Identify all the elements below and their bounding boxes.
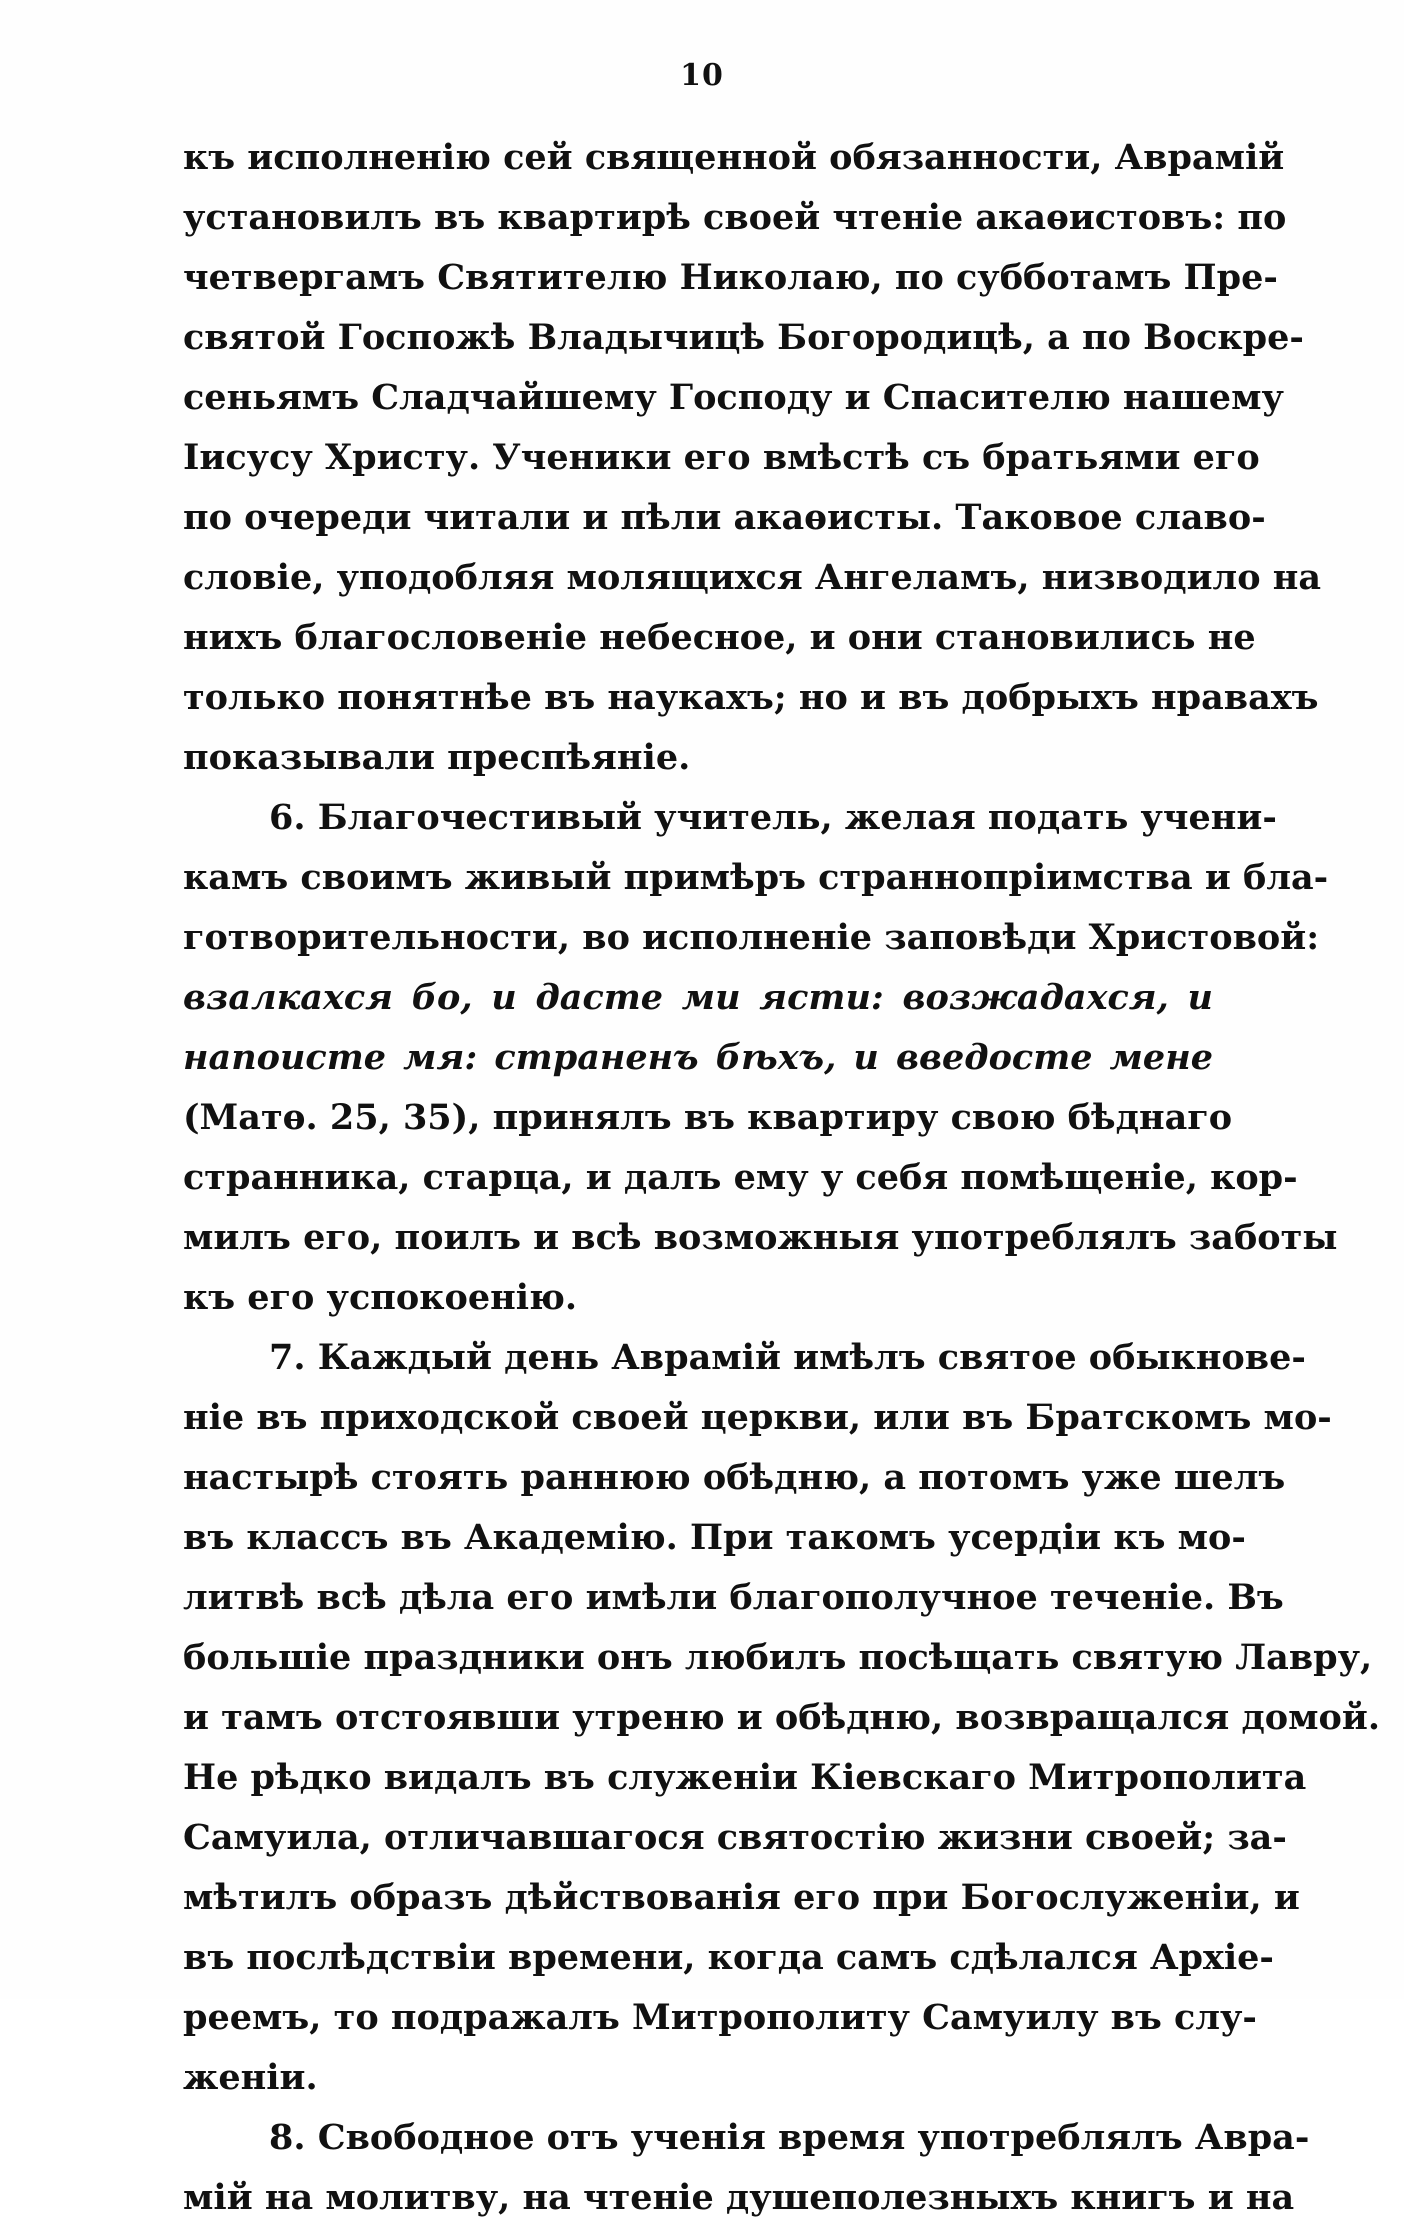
text-line: камъ своимъ живый примѣръ страннопріимства и бла- <box>183 857 1329 898</box>
text-line: къ исполненію сей священной обязанности, Аврамій <box>183 137 1285 178</box>
scripture-quote-line: взалкахся бо, и дасте ми ясти: возжадахся, и <box>183 977 1213 1018</box>
text-line: Самуила, отличавшагося святостію жизни своей; за- <box>183 1817 1287 1858</box>
text-line: ніе въ приходской своей церкви, или въ Братскомъ мо- <box>183 1397 1332 1438</box>
text-line: реемъ, то подражалъ Митрополиту Самуилу въ слу- <box>183 1997 1257 2038</box>
page-body-text <box>183 128 1381 2228</box>
text-line: мѣтилъ образъ дѣйствованія его при Богослуженіи, и <box>183 1877 1300 1918</box>
text-line: литвѣ всѣ дѣла его имѣли благополучное теченіе. Въ <box>183 1577 1284 1618</box>
text-line: по очереди читали и пѣли акаѳисты. Таковое славо- <box>183 497 1266 538</box>
text-line: нихъ благословеніе небесное, и они становились не <box>183 617 1256 658</box>
text-line: женіи. <box>183 2057 318 2098</box>
text-line: Не рѣдко видалъ въ служеніи Кіевскаго Митрополита <box>183 1757 1307 1798</box>
text-line: въ послѣдствіи времени, когда самъ сдѣлался Архіе- <box>183 1937 1274 1978</box>
text-line: и тамъ отстоявши утреню и обѣдню, возвращался домой. <box>183 1697 1381 1738</box>
text-line: только понятнѣе въ наукахъ; но и въ добрыхъ нравахъ <box>183 677 1319 718</box>
text-line: мій на молитву, на чтеніе душеполезныхъ книгъ и на <box>183 2177 1295 2218</box>
text-line: милъ его, поилъ и всѣ возможныя употреблялъ заботы <box>183 1217 1338 1258</box>
paragraph-6-start: 6. Благочестивый учитель, желая подать учени- <box>269 797 1277 838</box>
text-line: святой Госпожѣ Владычицѣ Богородицѣ, а по Воскре- <box>183 317 1304 358</box>
text-line: сеньямъ Сладчайшему Господу и Спасителю нашему <box>183 377 1284 418</box>
scripture-quote-line: напоисте мя: страненъ бѣхъ, и введосте мене <box>183 1037 1213 1078</box>
paragraph-7-start: 7. Каждый день Аврамій имѣлъ святое обыкнове- <box>269 1337 1306 1378</box>
page-number: 10 <box>680 58 724 93</box>
text-line: показывали преспѣяніе. <box>183 737 691 778</box>
text-line: большіе праздники онъ любилъ посѣщать святую Лавру, <box>183 1637 1373 1678</box>
text-line: установилъ въ квартирѣ своей чтеніе акаѳистовъ: по <box>183 197 1287 238</box>
text-line: Іисусу Христу. Ученики его вмѣстѣ съ братьями его <box>183 437 1260 478</box>
text-line: (Матѳ. 25, 35), принялъ въ квартиру свою бѣднаго <box>183 1097 1233 1138</box>
text-line: словіе, уподобляя молящихся Ангеламъ, низводило на <box>183 557 1322 598</box>
text-line: четвергамъ Святителю Николаю, по субботамъ Пре- <box>183 257 1278 298</box>
text-line: странника, старца, и далъ ему у себя помѣщеніе, кор- <box>183 1157 1298 1198</box>
text-line: настырѣ стоять раннюю обѣдню, а потомъ уже шелъ <box>183 1457 1286 1498</box>
text-line: готворительности, во исполненіе заповѣди Христовой: <box>183 917 1320 958</box>
text-line: въ классъ въ Академію. При такомъ усердіи къ мо- <box>183 1517 1246 1558</box>
text-line: къ его успокоенію. <box>183 1277 578 1318</box>
paragraph-8-start: 8. Свободное отъ ученія время употреблялъ Авра- <box>269 2117 1310 2158</box>
